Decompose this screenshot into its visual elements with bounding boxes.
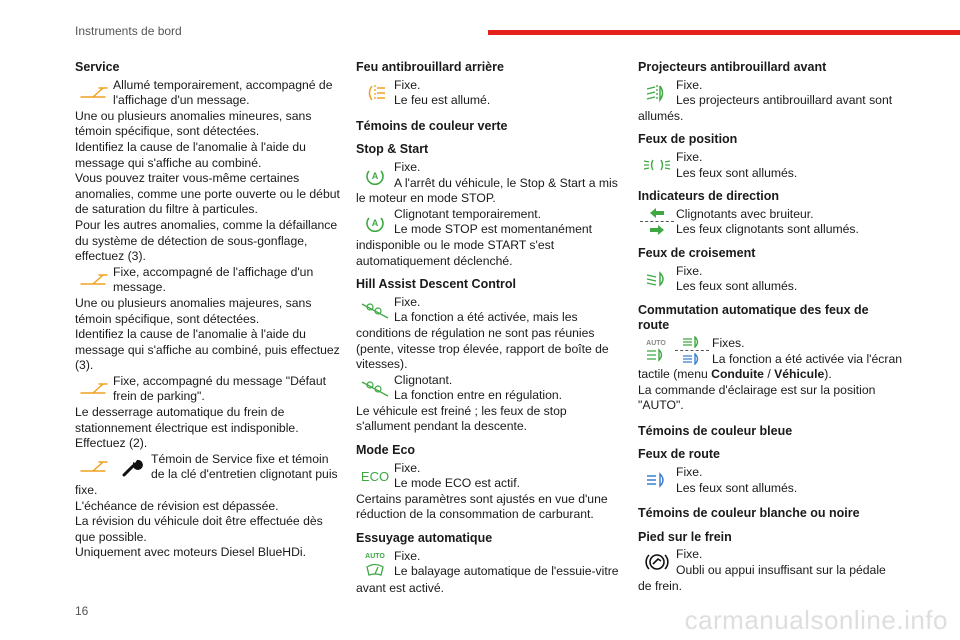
ss2-l2: Le mode STOP est momentanément	[394, 222, 593, 237]
service-entry-1	[75, 78, 340, 109]
auto-wiper-icon	[356, 549, 394, 581]
auto-high-beam-icons	[638, 336, 712, 366]
hadc2-body: Le véhicule est freiné ; les feux de stop s'allument pendant la descente.	[356, 403, 567, 434]
wiper-body: avant est activé.	[356, 580, 445, 595]
divider	[640, 221, 674, 222]
front-fog-body: allumés.	[638, 108, 684, 123]
rear-fog-entry	[356, 78, 621, 109]
dip-l2: Les feux sont allumés.	[676, 279, 798, 294]
green-section-heading: Témoins de couleur verte	[356, 118, 508, 133]
autohb-body: tactile (menu Conduite / Véhicule).	[638, 367, 832, 382]
hadc2-l2: La fonction entre en régulation.	[394, 388, 563, 403]
column-1	[75, 60, 340, 561]
s1-body3: Vous pouvez traiter vous-même certaines anomalies, comme une porte ouverte ou le début de saturation du filtre à particules.	[75, 171, 340, 217]
s1-body: Une ou plusieurs anomalies mineures, sans témoin spécifique, sont détectées.	[75, 108, 312, 139]
position-heading: Feux de position	[638, 132, 738, 147]
s4-line2: de la clé d'entretien clignotant puis	[151, 467, 338, 482]
s4-body4: Uniquement avec moteurs Diesel BlueHDi.	[75, 545, 306, 560]
dip-l1: Fixe.	[676, 263, 703, 278]
auto-high-beam-entry	[638, 336, 903, 367]
column-3	[638, 60, 903, 594]
ss1-l1: Fixe.	[394, 159, 421, 174]
eco-heading: Mode Eco	[356, 443, 416, 458]
wiper-entry	[356, 549, 621, 581]
white-section-heading: Témoins de couleur blanche ou noire	[638, 506, 860, 521]
service-icon	[75, 374, 113, 404]
main-beam-entry	[638, 465, 903, 496]
brake-entry	[638, 547, 903, 578]
eco-l1: Fixe.	[394, 460, 421, 475]
wiper-l1: Fixe.	[394, 548, 421, 563]
turn-signals	[638, 207, 676, 236]
s2-line1: Fixe, accompagné de l'affichage d'un	[113, 264, 314, 279]
s2-body2: Identifiez la cause de l'anomalie à l'aide du message qui s'affiche au combiné, puis effectuez (3).	[75, 327, 340, 373]
menu-conduite: Conduite	[711, 367, 764, 382]
front-fog-l2: Les projecteurs antibrouillard avant sont	[676, 93, 893, 108]
rear-fog-l2: Le feu est allumé.	[394, 93, 491, 108]
s1-body2: Identifiez la cause de l'anomalie à l'aide du message qui s'affiche au combiné.	[75, 139, 306, 170]
high-beam-pair	[674, 336, 710, 366]
dipped-entry	[638, 264, 903, 295]
s2-body: Une ou plusieurs anomalies majeures, sans témoin spécifique, sont détectées.	[75, 295, 312, 326]
s3-body: Le desserrage automatique du frein de stationnement électrique est indisponible.	[75, 405, 299, 435]
rear-fog-light-icon	[356, 78, 394, 108]
hadc2-l1: Clignotant.	[394, 372, 453, 387]
headlight-green-icon	[681, 336, 703, 348]
service-icon	[75, 78, 113, 108]
brake-l1: Fixe.	[676, 547, 703, 562]
main-l1: Fixe.	[676, 465, 703, 480]
autohb-body2: La commande d'éclairage est sur la position "AUTO".	[638, 382, 876, 413]
wiper-l2: Le balayage automatique de l'essuie-vitre	[394, 564, 619, 579]
position-lights-icon	[638, 150, 676, 180]
svg-text:A: A	[371, 170, 379, 181]
s1-body4: Pour les autres anomalies, comme la défaillance du système de détection de sous-gonflage, effectuez (3).	[75, 217, 338, 264]
foot-on-brake-icon	[638, 547, 676, 577]
pos-l2: Les feux sont allumés.	[676, 165, 798, 180]
hadc-entry-1	[356, 295, 621, 326]
brake-heading: Pied sur le frein	[638, 529, 732, 544]
hadc-heading: Hill Assist Descent Control	[356, 277, 516, 292]
eco-l2: Le mode ECO est actif.	[394, 476, 520, 491]
direction-heading: Indicateurs de direction	[638, 189, 780, 204]
service-entry-4	[75, 452, 340, 483]
ss1-l2: A l'arrêt du véhicule, le Stop & Start a mis	[394, 175, 618, 190]
page-number: 16	[75, 604, 89, 618]
blue-section-heading: Témoins de couleur bleue	[638, 423, 793, 438]
s3-line1: Fixe, accompagné du message "Défaut	[113, 373, 326, 388]
front-fog-l1: Fixe.	[676, 77, 703, 92]
s1-line1: Allumé temporairement, accompagné de	[113, 77, 333, 92]
s4-body: fixe.	[75, 483, 98, 498]
dir-l2: Les feux clignotants sont allumés.	[676, 222, 859, 237]
stop-start-entry-2	[356, 207, 621, 238]
s3-line2: frein de parking".	[113, 389, 205, 404]
service-entry-2	[75, 265, 340, 296]
headlight-blue-icon	[681, 353, 703, 365]
column-2	[356, 60, 621, 596]
autohb-l1: Fixes.	[712, 335, 745, 350]
service-entry-3	[75, 374, 340, 405]
hill-descent-icon	[356, 295, 394, 325]
eco-mode-icon	[356, 461, 394, 491]
s1-line2: l'affichage d'un message.	[113, 93, 250, 108]
wrench-icon	[113, 452, 151, 482]
auto-high-beam-heading: Commutation automatique des feux de route	[638, 302, 869, 333]
right-arrow-icon	[648, 224, 666, 236]
direction-entry	[638, 207, 903, 238]
pos-l1: Fixe.	[676, 149, 703, 164]
ss2-l1: Clignotant temporairement.	[394, 206, 541, 221]
eco-entry	[356, 461, 621, 492]
stop-start-icon	[356, 207, 394, 237]
service-icon	[75, 265, 113, 295]
hill-descent-icon	[356, 373, 394, 403]
auto-label: AUTO	[365, 552, 385, 560]
stop-start-entry-1	[356, 160, 621, 191]
divider	[675, 350, 709, 351]
menu-vehicule: Véhicule	[774, 367, 825, 382]
s4-line1: Témoin de Service fixe et témoin	[151, 451, 329, 466]
wiper-heading: Essuyage automatique	[356, 531, 493, 546]
main-l2: Les feux sont allumés.	[676, 480, 798, 495]
dipped-beam-icon	[638, 264, 676, 294]
ss1-body: le moteur en mode STOP.	[356, 191, 496, 206]
watermark: carmanualsonline.info	[684, 605, 948, 635]
hadc-entry-2	[356, 373, 621, 404]
auto-headlight-icon	[638, 336, 674, 366]
s4-body3: La révision du véhicule doit être effectuée dès que possible.	[75, 514, 323, 544]
hadc1-l2: La fonction a été activée, mais les	[394, 310, 578, 325]
hadc1-l1: Fixe.	[394, 294, 421, 309]
header-accent-bar	[488, 30, 960, 35]
main-beam-icon	[638, 465, 676, 495]
autohb-l2: La fonction a été activée via l'écran	[712, 351, 902, 366]
s3-body2: Effectuez (2).	[75, 436, 148, 451]
s4-body2: L'échéance de révision est dépassée.	[75, 498, 279, 513]
dipped-heading: Feux de croisement	[638, 245, 756, 260]
brake-l2: Oubli ou appui insuffisant sur la pédale	[676, 563, 886, 578]
service-icon	[75, 452, 113, 482]
auto-label: AUTO	[646, 339, 666, 347]
rear-fog-heading: Feu antibrouillard arrière	[356, 60, 504, 74]
stop-start-icon	[356, 160, 394, 190]
svg-text:ECO: ECO	[360, 468, 390, 484]
service-heading: Service	[75, 60, 120, 74]
rear-fog-l1: Fixe.	[394, 77, 421, 92]
main-beam-heading: Feux de route	[638, 447, 720, 462]
left-arrow-icon	[648, 207, 666, 219]
svg-text:A: A	[371, 217, 379, 228]
s2-line2: message.	[113, 280, 166, 295]
front-fog-heading: Projecteurs antibrouillard avant	[638, 60, 827, 74]
stop-start-heading: Stop & Start	[356, 142, 429, 157]
dir-l1: Clignotants avec bruiteur.	[676, 206, 814, 221]
front-fog-light-icon	[638, 78, 676, 108]
eco-body: Certains paramètres sont ajustés en vue d'une réduction de la consommation de carburant.	[356, 491, 608, 522]
ss2-body: indisponible ou le mode START s'est automatiquement déclenché.	[356, 237, 555, 268]
position-entry	[638, 150, 903, 181]
hadc1-body: conditions de régulation ne sont pas réunies (pente, vitesse trop élevée, rapport de boîte de vitesses).	[356, 325, 609, 372]
brake-body: de frein.	[638, 578, 683, 593]
page-header-title: Instruments de bord	[75, 24, 182, 38]
front-fog-entry	[638, 78, 903, 109]
